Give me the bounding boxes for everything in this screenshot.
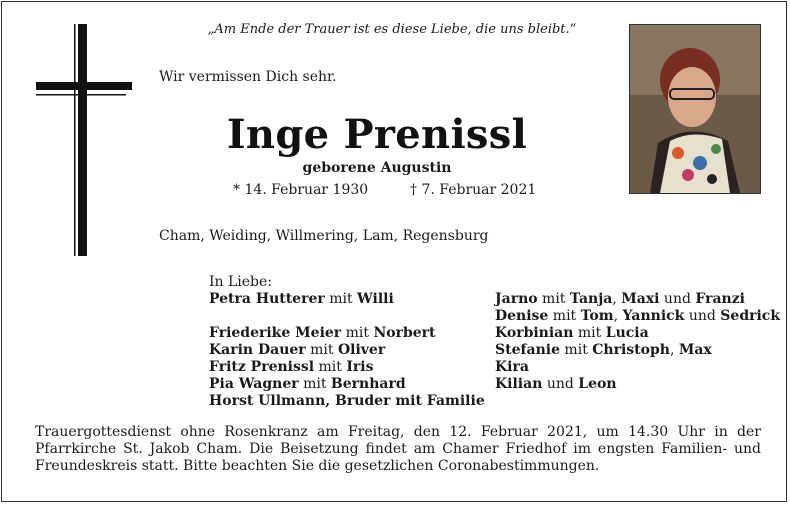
family-entry: Horst Ullmann, Bruder mit Familie: [209, 393, 485, 409]
places-list: Cham, Weiding, Willmering, Lam, Regensburg: [159, 228, 489, 244]
cross-icon: [36, 24, 132, 256]
family-entry: Kilian und Leon: [495, 376, 617, 392]
death-date: † 7. Februar 2021: [410, 182, 537, 198]
deceased-name: Inge Prenissl: [226, 111, 528, 158]
in-love-label: In Liebe:: [209, 274, 273, 290]
family-entry: Fritz Prenissl mit Iris: [209, 359, 374, 375]
family-list-right: [495, 291, 780, 393]
obituary-notice: [1, 1, 787, 502]
funeral-service-text: Trauergottesdienst ohne Rosenkranz am Freitag, den 12. Februar 2021, um 14.30 Uhr in der Pfarrkirche St. Jakob Cham. Die Beisetzung findet am Chamer Friedhof im engsten Familien- und Freundeskreis statt. Bitte beachten Sie die gesetzlichen Coronabestimmungen.: [35, 424, 761, 474]
family-entry: Karin Dauer mit Oliver: [209, 342, 386, 358]
maiden-name: geborene Augustin: [302, 160, 452, 176]
family-entry: Friederike Meier mit Norbert: [209, 325, 436, 341]
family-entry: Denise mit Tom, Yannick und Sedrick: [495, 308, 781, 324]
family-entry: Pia Wagner mit Bernhard: [209, 376, 406, 392]
family-entry: Jarno mit Tanja, Maxi und Franzi: [495, 291, 745, 307]
family-entry: Petra Hutterer mit Willi: [209, 291, 394, 307]
motto-quote: „Am Ende der Trauer ist es diese Liebe, die uns bleibt.“: [207, 22, 577, 37]
family-list-left: [209, 274, 485, 410]
family-entry: Stefanie mit Christoph, Max: [495, 342, 712, 358]
birth-date: * 14. Februar 1930: [233, 182, 369, 198]
portrait-photo: [629, 24, 761, 194]
portrait-illustration: [630, 25, 760, 193]
intro-text: Wir vermissen Dich sehr.: [159, 69, 337, 85]
family-spacer: [209, 308, 485, 325]
family-entry: Korbinian mit Lucia: [495, 325, 649, 341]
family-entry: Kira: [495, 359, 529, 375]
